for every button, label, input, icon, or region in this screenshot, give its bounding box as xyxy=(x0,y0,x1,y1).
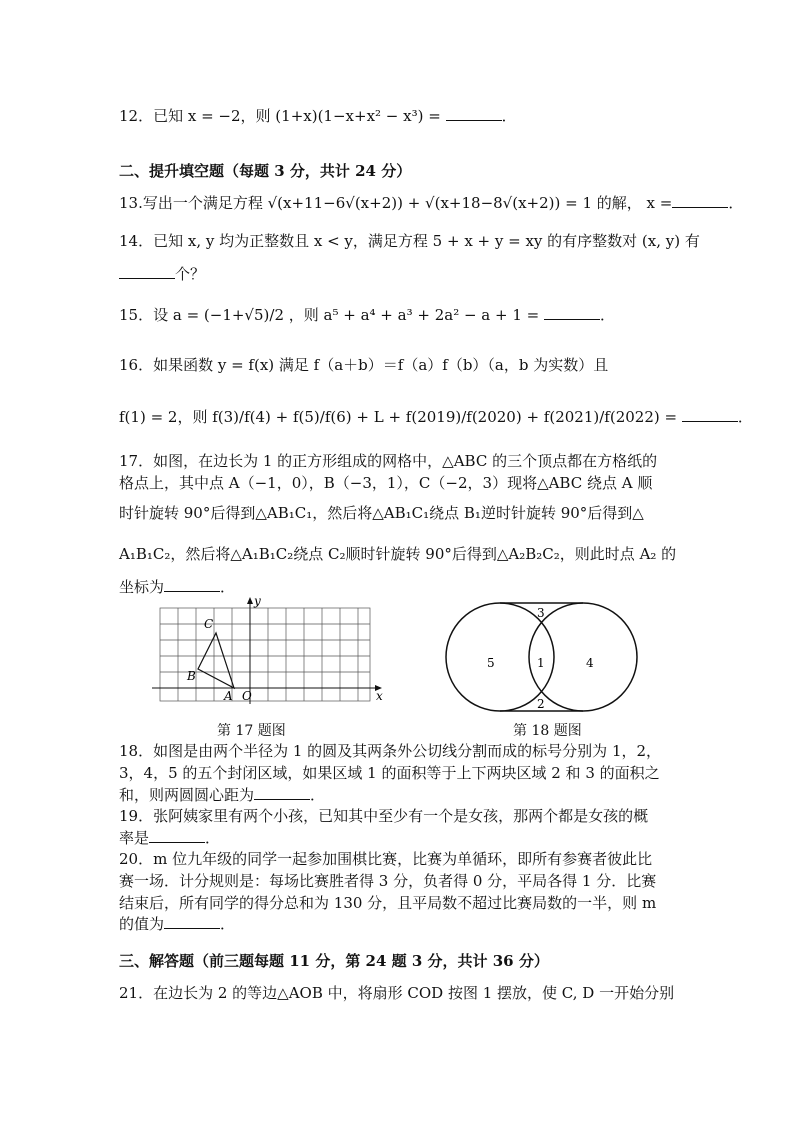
section-3-heading: 三、解答题（前三题每题 11 分，第 24 题 3 分，共计 36 分） xyxy=(119,952,549,970)
q17-line3: 时针旋转 90°后得到△AB₁C₁，然后将△AB₁C₁绕点 B₁逆时针旋转 90°后得到△ xyxy=(119,504,644,522)
region-4-label: 4 xyxy=(586,656,594,670)
point-a-label: A xyxy=(224,689,233,703)
answer-blank xyxy=(544,305,600,320)
triangle-abc xyxy=(198,633,234,688)
right-circle xyxy=(529,603,637,711)
answer-blank xyxy=(164,577,220,592)
y-axis-arrow xyxy=(247,597,253,604)
q20-line1: 20．m 位九年级的同学一起参加围棋比赛，比赛为单循环，即所有参赛者彼此比 xyxy=(119,850,653,868)
q17-line2: 格点上，其中点 A（−1，0），B（−3，1），C（−2，3）现将△ABC 绕点 A 顺 xyxy=(119,474,653,492)
figure-18-caption: 第 18 题图 xyxy=(513,723,582,739)
q18-line2: 3，4，5 的五个封闭区域，如果区域 1 的面积等于上下两块区域 2 和 3 的面积之 xyxy=(119,764,660,782)
q20-line3: 结束后，所有同学的得分总和为 130 分，且平局数不超过比赛局数的一半，则 m xyxy=(119,894,657,912)
answer-blank xyxy=(682,407,738,422)
origin-label: O xyxy=(242,689,252,703)
q19-line1: 19．张阿姨家里有两个小孩，已知其中至少有一个是女孩，那两个都是女孩的概 xyxy=(119,807,649,825)
figure-17-grid xyxy=(150,596,390,708)
q15: 15．设 a = (−1+√5)/2 ，则 a⁵ + a⁴ + a³ + 2a² − a + 1 = ． xyxy=(119,306,616,324)
q17-line5: 坐标为 ． xyxy=(119,578,236,596)
answer-blank xyxy=(164,914,220,929)
section-2-heading: 二、提升填空题（每题 3 分，共计 24 分） xyxy=(119,162,412,180)
answer-blank xyxy=(119,264,175,279)
q14-line2: 个？ xyxy=(119,264,205,284)
q20-line4: 的值为 ． xyxy=(119,915,236,933)
answer-blank xyxy=(672,193,728,208)
y-label: y xyxy=(254,596,261,608)
answer-blank xyxy=(254,785,310,800)
q12: 12．已知 x = −2，则 (1+x)(1−x+x² − x³) = ． xyxy=(119,107,517,125)
q19-line2: 率是 ． xyxy=(119,829,221,847)
answer-blank xyxy=(149,828,205,843)
q17-line1: 17．如图，在边长为 1 的正方形组成的网格中，△ABC 的三个顶点都在方格纸的 xyxy=(119,452,658,470)
q14-line1: 14．已知 x, y 均为正整数且 x < y，满足方程 5 + x + y = xy 的有序整数对 (x, y) 有 xyxy=(119,232,700,250)
region-2-label: 2 xyxy=(537,697,545,711)
point-c-label: C xyxy=(204,617,214,631)
figure-18-circles xyxy=(440,601,645,713)
x-label: x xyxy=(376,689,383,703)
region-5-label: 5 xyxy=(487,656,495,670)
region-3-label: 3 xyxy=(537,606,545,620)
point-b-label: B xyxy=(187,669,196,683)
q17-line4: A₁B₁C₂，然后将△A₁B₁C₂绕点 C₂顺时针旋转 90°后得到△A₂B₂C₂，则此时点 A₂ 的 xyxy=(119,545,677,563)
q20-line2: 赛一场．计分规则是：每场比赛胜者得 3 分，负者得 0 分，平局各得 1 分．比赛 xyxy=(119,872,657,890)
figure-17-caption: 第 17 题图 xyxy=(217,723,286,739)
q18-line1: 18．如图是由两个半径为 1 的圆及其两条外公切线分割而成的标号分别为 1，2， xyxy=(119,742,662,760)
q16-line2: f(1) = 2，则 f(3)/f(4) + f(5)/f(6) + L + f(2019)/f(2020) + f(2021)/f(2022) = ． xyxy=(119,408,753,426)
q21-line1: 21．在边长为 2 的等边△AOB 中，将扇形 COD 按图 1 摆放，使 C, D 一开始分别 xyxy=(119,984,675,1002)
q18-line3: 和，则两圆圆心距为 ． xyxy=(119,786,326,804)
answer-blank xyxy=(446,106,502,121)
q16-line1: 16．如果函数 y = f(x) 满足 f（a＋b）＝f（a）f（b）（a，b 为实数）且 xyxy=(119,356,609,374)
grid-lines xyxy=(160,608,370,701)
region-1-label: 1 xyxy=(537,656,545,670)
q13: 13.写出一个满足方程 √(x+11−6√(x+2)) + √(x+18−8√(x+2)) = 1 的解， x = ． xyxy=(119,194,744,212)
